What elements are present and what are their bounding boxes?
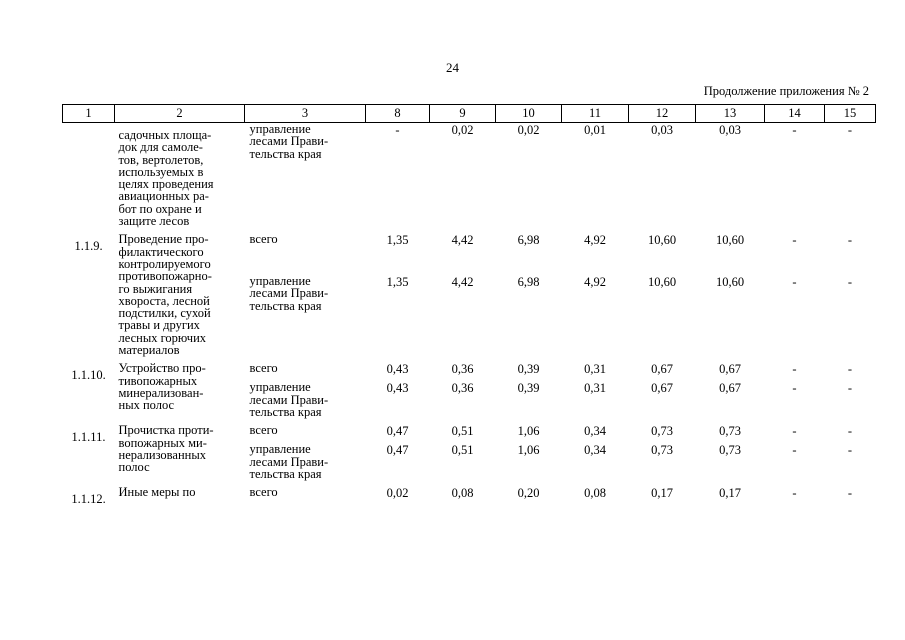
value-cell: - <box>847 275 853 290</box>
value-cell: 0,31 <box>584 381 606 396</box>
value-cell: 0,03 <box>719 123 741 137</box>
value-cell: - <box>792 486 797 501</box>
value-cell: - <box>792 424 797 439</box>
value-cell: 4,42 <box>451 275 474 290</box>
funding-source: всего <box>249 423 278 438</box>
row-name: Прочистка проти- вопожарных ми- нерализованных полос <box>118 423 214 475</box>
value-cell: 0,08 <box>451 486 474 501</box>
column-header: 13 <box>696 105 765 123</box>
value-cell: 1,06 <box>517 443 540 458</box>
table-row <box>63 356 876 377</box>
row-number: 1.1.11. <box>71 430 106 445</box>
value-cell: 10,60 <box>647 233 677 248</box>
value-cell: - <box>792 275 797 290</box>
budget-table <box>62 104 876 507</box>
value-cell: 6,98 <box>517 275 540 290</box>
header-row <box>63 105 876 123</box>
table-header <box>63 105 876 123</box>
value-cell: 1,35 <box>386 275 409 290</box>
table-row <box>63 227 876 271</box>
value-cell: 0,36 <box>451 362 474 377</box>
value-cell: 0,03 <box>651 123 673 137</box>
value-cell: - <box>792 443 797 458</box>
value-cell: - <box>847 123 853 137</box>
column-header: 2 <box>115 105 245 123</box>
row-number: 1.1.12. <box>71 492 106 507</box>
column-header: 14 <box>765 105 825 123</box>
value-cell: 0,73 <box>719 443 741 458</box>
value-cell: - <box>847 486 853 501</box>
page-number: 24 <box>446 60 459 75</box>
value-cell: 0,51 <box>451 424 474 439</box>
value-cell: 0,08 <box>584 486 606 501</box>
value-cell: 0,73 <box>719 424 741 439</box>
value-cell: 0,51 <box>451 443 474 458</box>
funding-source: всего <box>249 485 278 500</box>
value-cell: 4,92 <box>584 275 606 290</box>
column-header: 8 <box>366 105 430 123</box>
value-cell: - <box>792 123 797 137</box>
funding-source: управление лесами Прави- тельства края <box>249 442 329 481</box>
value-cell: 0,43 <box>386 362 409 377</box>
value-cell: - <box>847 443 853 458</box>
column-header: 9 <box>430 105 496 123</box>
column-header: 11 <box>562 105 629 123</box>
value-cell: 0,47 <box>386 443 409 458</box>
value-cell: 0,67 <box>651 362 673 377</box>
value-cell: 0,73 <box>651 424 673 439</box>
value-cell: - <box>847 362 853 377</box>
funding-source: управление лесами Прави- тельства края <box>249 274 329 313</box>
row-name: садочных площа- док для самоле- тов, вертолетов, используемых в целях проведения авиационных ра- бот по охране и защите лесов <box>118 128 214 229</box>
value-cell: 0,39 <box>517 381 540 396</box>
funding-source: всего <box>249 361 278 376</box>
value-cell: 0,17 <box>719 486 741 501</box>
row-number: 1.1.9. <box>74 239 103 254</box>
row-name: Проведение про- филактического контролируемого противопожарно- го выжигания хвороста, лесной подстилки, сухой травы и других лесных горючих материалов <box>118 232 212 358</box>
value-cell: 0,02 <box>451 123 474 137</box>
value-cell: - <box>847 381 853 396</box>
value-cell: 0,36 <box>451 381 474 396</box>
row-name: Иные меры по <box>118 485 196 500</box>
value-cell: 0,39 <box>517 362 540 377</box>
value-cell: - <box>792 381 797 396</box>
value-cell: 0,20 <box>517 486 540 501</box>
column-header: 10 <box>496 105 562 123</box>
value-cell: 0,31 <box>584 362 606 377</box>
column-header: 1 <box>63 105 115 123</box>
value-cell: 0,02 <box>517 123 540 137</box>
value-cell: 0,01 <box>584 123 606 137</box>
value-cell: - <box>847 424 853 439</box>
value-cell: - <box>792 233 797 248</box>
value-cell: 0,47 <box>386 424 409 439</box>
column-header: 12 <box>629 105 696 123</box>
value-cell: 0,73 <box>651 443 673 458</box>
value-cell: 6,98 <box>517 233 540 248</box>
value-cell: 10,60 <box>715 233 745 248</box>
value-cell: 0,34 <box>584 443 606 458</box>
value-cell: 1,35 <box>386 233 409 248</box>
row-number: 1.1.10. <box>71 368 106 383</box>
value-cell: 0,02 <box>386 486 409 501</box>
value-cell: 0,17 <box>651 486 673 501</box>
value-cell: 0,67 <box>651 381 673 396</box>
funding-source: управление лесами Прави- тельства края <box>249 380 329 419</box>
value-cell: 0,43 <box>386 381 409 396</box>
row-number <box>63 123 115 228</box>
table-row <box>63 123 876 228</box>
column-header: 15 <box>825 105 876 123</box>
column-header: 3 <box>245 105 366 123</box>
value-cell: - <box>847 233 853 248</box>
table-row <box>63 418 876 439</box>
value-cell: 10,60 <box>647 275 677 290</box>
table-body <box>63 123 876 508</box>
value-cell: - <box>395 123 400 137</box>
value-cell: 0,67 <box>719 362 741 377</box>
table-row <box>63 480 876 507</box>
value-cell: 0,67 <box>719 381 741 396</box>
continuation-title: Продолжение приложения № 2 <box>703 84 869 98</box>
value-cell: 1,06 <box>517 424 540 439</box>
funding-source: всего <box>249 232 278 247</box>
value-cell: 10,60 <box>715 275 745 290</box>
value-cell: 4,92 <box>584 233 606 248</box>
funding-source: управление лесами Прави- тельства края <box>249 122 329 161</box>
value-cell: 0,34 <box>584 424 606 439</box>
value-cell: 4,42 <box>451 233 474 248</box>
value-cell: - <box>792 362 797 377</box>
row-name: Устройство про- тивопожарных минерализован- ных полос <box>118 361 206 413</box>
